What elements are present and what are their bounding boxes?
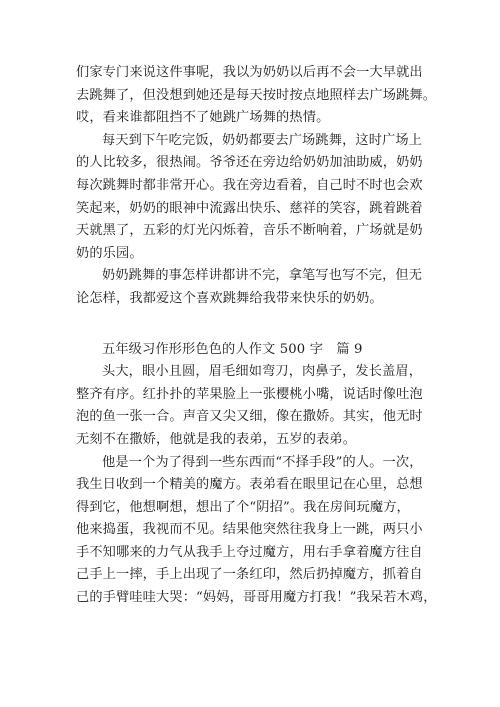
text-line: 整齐有序。红扑扑的苹果脸上一张樱桃小嘴，说话时像吐泡 — [76, 386, 423, 402]
document-body — [76, 62, 448, 610]
text-line: 泡的鱼一张一合。声音又尖又细，像在撒娇。其实，他无时 — [76, 409, 423, 425]
text-line: 己的手臂哇哇大哭：“妈妈，哥哥用魔方打我！”我呆若木鸡， — [76, 590, 437, 606]
text-line: 的人比较多，很热闹。爷爷还在旁边给奶奶加油助威，奶奶 — [76, 155, 423, 171]
text-line: 论怎样，我都爱这个喜欢跳舞给我带来快乐的奶奶。 — [76, 290, 383, 306]
text-line: 他来捣蛋，我视而不见。结果他突然往我身上一跳，两只小 — [76, 522, 423, 538]
text-line: 每天到下午吃完饭，奶奶都要去广场跳舞，这时广场上 — [102, 132, 423, 148]
text-line: 天就黑了，五彩的灯光闪烁着，音乐不断响着，广场就是奶 — [76, 223, 423, 239]
text-line: 我生日收到一个精美的魔方。表弟看在眼里记在心里，总想 — [76, 477, 423, 493]
text-line: 每次跳舞时都非常开心。我在旁边看着，自己时不时也会欢 — [76, 177, 423, 193]
text-line: 们家专门来说这件事呢，我以为奶奶以后再不会一大早就出 — [76, 65, 423, 80]
text-line: 己手上一摔，手上出现了一条红印，然后扔掉魔方，抓着自 — [76, 567, 423, 583]
paragraph-gap — [76, 311, 448, 339]
text-line: 得到它，他想啊想，想出了个“阴招”。我在房间玩魔方， — [76, 499, 410, 515]
text-line: 笑起来，奶奶的眼神中流露出快乐、慈祥的笑容，跳着跳着 — [76, 200, 423, 216]
text-line: 哎，看来谁都阻挡不了她跳广场舞的热情。 — [76, 110, 330, 126]
text-line: 手不知哪来的力气从我手上夺过魔方，用右手拿着魔方往自 — [76, 544, 423, 560]
text-line: 奶的乐园。 — [76, 245, 143, 261]
text-line: 去跳舞了，但没想到她还是每天按时按点地照样去广场跳舞。 — [76, 87, 437, 103]
text-line: 奶奶跳舞的事怎样讲都讲不完，拿笔写也写不完，但无 — [102, 268, 423, 284]
text-line: 头大，眼小且圆，眉毛细如弯刀，肉鼻子，发长盖眉， — [102, 364, 423, 380]
section-heading: 五年级习作形形色色的人作文 500 字 篇 9 — [102, 341, 363, 357]
text-line: 无刻不在撒娇，他就是我的表弟，五岁的表弟。 — [76, 431, 357, 447]
text-line: 他是一个为了得到一些东西而“不择手段”的人。一次， — [102, 454, 423, 470]
